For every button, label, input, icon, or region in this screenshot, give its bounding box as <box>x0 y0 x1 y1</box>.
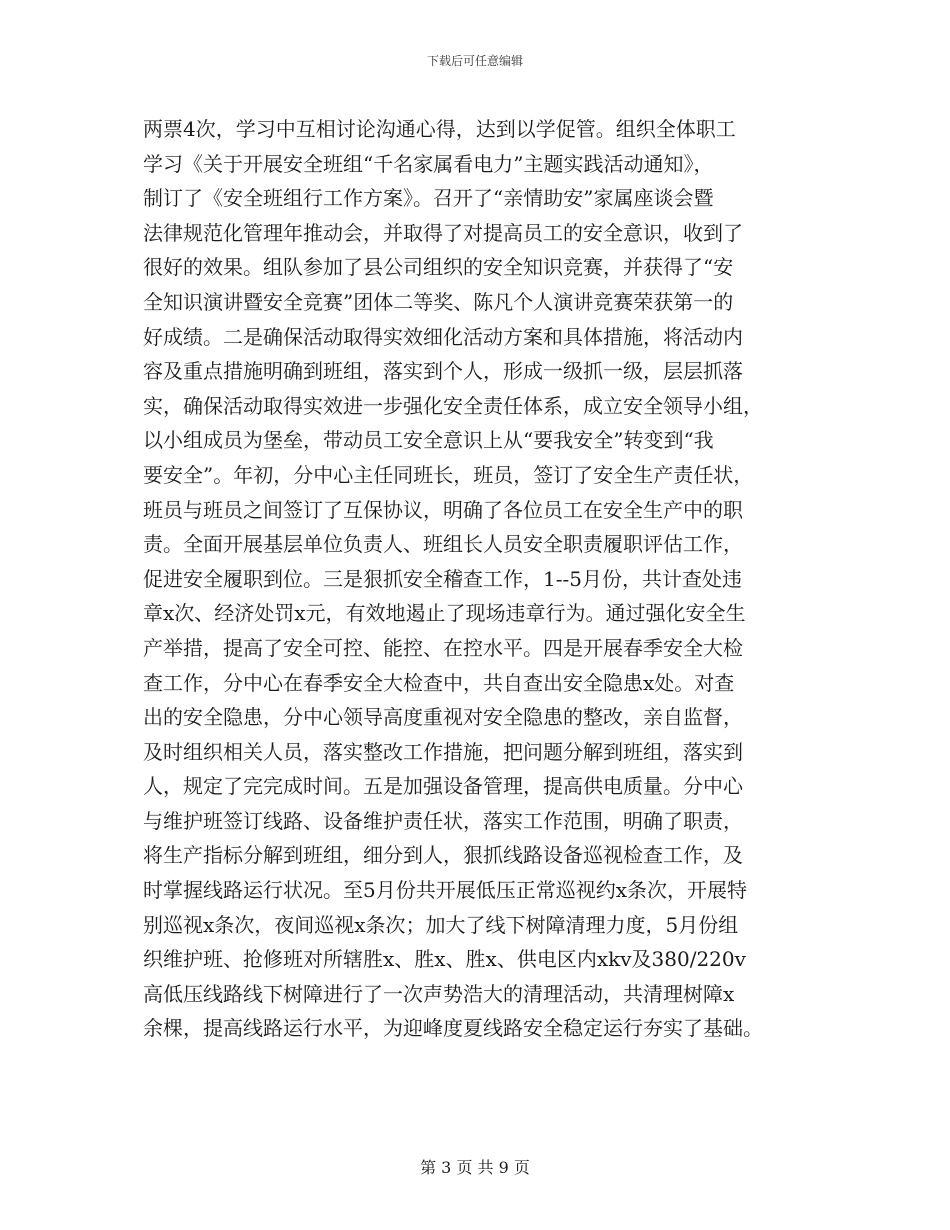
text-line: 织维护班、抢修班对所辖胜x、胜x、胜x、供电区内xkv及380/220v <box>143 947 746 972</box>
text-line: 高低压线路线下树障进行了一次声势浩大的清理活动，共清理树障x <box>143 981 735 1006</box>
text-line: 法律规范化管理年推动会，并取得了对提高员工的安全意识，收到了 <box>143 220 743 245</box>
page-number: 第 3 页 共 9 页 <box>420 1158 530 1177</box>
text-line: 查工作，分中心在春季安全大检查中，共自查出安全隐患x处。对查 <box>143 670 735 695</box>
text-line: 时掌握线路运行状况。至5月份共开展低压正常巡视约x条次，开展特 <box>143 878 748 903</box>
text-line: 制订了《安全班组行工作方案》。召开了“亲情助安”家属座谈会暨 <box>143 186 714 211</box>
text-line: 容及重点措施明确到班组，落实到个人，形成一级抓一级，层层抓落 <box>143 359 743 384</box>
text-line: 学习《关于开展安全班组“千名家属看电力”主题实践活动通知》， <box>143 151 714 176</box>
text-line: 余棵，提高线路运行水平，为迎峰度夏线路安全稳定运行夯实了基础。 <box>143 1016 763 1041</box>
text-line: 全知识演讲暨安全竞赛”团体二等奖、陈凡个人演讲竞赛荣获第一的 <box>143 289 734 314</box>
text-line: 好成绩。二是确保活动取得实效细化活动方案和具体措施，将活动内 <box>143 324 743 349</box>
text-line: 出的安全隐患，分中心领导高度重视对安全隐患的整改，亲自监督， <box>143 705 743 730</box>
text-line: 将生产指标分解到班组，细分到人，狠抓线路设备巡视检查工作，及 <box>143 843 743 868</box>
text-line: 及时组织相关人员，落实整改工作措施，把问题分解到班组，落实到 <box>143 739 743 764</box>
text-line: 别巡视x条次，夜间巡视x条次；加大了线下树障清理力度，5月份组 <box>143 912 739 937</box>
text-line: 班员与班员之间签订了互保协议，明确了各位员工在安全生产中的职 <box>143 497 743 522</box>
text-line: 实，确保活动取得实效进一步强化安全责任体系，成立安全领导小组， <box>143 393 763 418</box>
text-line: 与维护班签订线路、设备维护责任状，落实工作范围，明确了职责， <box>143 808 743 833</box>
text-line: 两票4次，学习中互相讨论沟通心得，达到以学促管。组织全体职工 <box>143 117 736 141</box>
text-line: 很好的效果。组队参加了县公司组织的安全知识竞赛，并获得了“安 <box>143 255 734 280</box>
text-line: 章x次、经济处罚x元，有效地遏止了现场违章行为。通过强化安全生 <box>143 601 746 626</box>
text-line: 人，规定了完完成时间。五是加强设备管理，提高供电质量。分中心 <box>143 774 743 799</box>
text-line: 要安全”。年初，分中心主任同班长，班员，签订了安全生产责任状， <box>143 462 754 487</box>
text-line: 促进安全履职到位。三是狠抓安全稽查工作，1--5月份，共计查处违 <box>143 566 742 591</box>
body-text <box>143 112 813 1046</box>
page-header: 下载后可任意编辑 <box>426 54 523 68</box>
text-line: 产举措，提高了安全可控、能控、在控水平。四是开展春季安全大检 <box>143 635 743 660</box>
text-line: 以小组成员为堡垒，带动员工安全意识上从“要我安全”转变到“我 <box>143 428 714 453</box>
text-line: 责。全面开展基层单位负责人、班组长人员安全职责履职评估工作， <box>143 532 743 557</box>
